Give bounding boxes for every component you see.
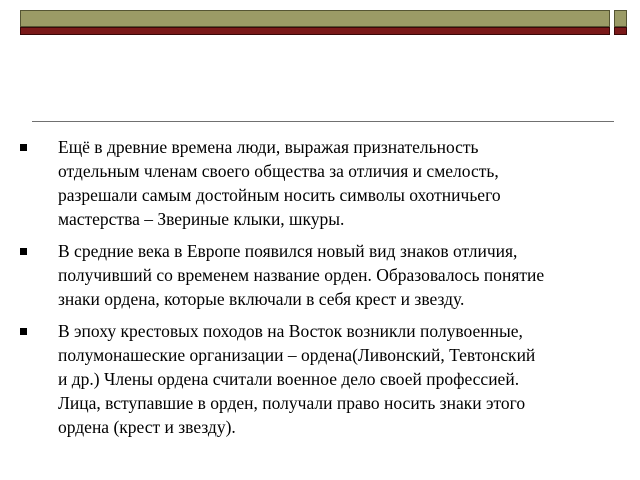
bullet-line: отдельным членам своего общества за отличия и смелость,: [58, 161, 499, 181]
header-olive-square: [614, 10, 627, 27]
bullet-item: [20, 319, 610, 439]
bullet-line: разрешали самым достойным носить символы охотничьего: [58, 185, 501, 205]
square-bullet-icon: [20, 248, 27, 255]
bullet-item: [20, 239, 610, 311]
bullet-list: [20, 135, 610, 439]
bullet-item: [20, 135, 610, 231]
bullet-line: знаки ордена, которые включали в себя крест и звезду.: [58, 289, 465, 309]
header-red-square: [614, 27, 627, 35]
header-olive-band: [20, 10, 610, 27]
bullet-line: полумонашеские организации – ордена(Ливонский, Тевтонский: [58, 345, 536, 365]
bullet-line: Лица, вступавшие в орден, получали право носить знаки этого: [58, 393, 526, 413]
bullet-line: В средние века в Европе появился новый вид знаков отличия,: [58, 241, 518, 261]
bullet-line: получивший со временем название орден. Образовалось понятие: [58, 265, 545, 285]
bullet-line: мастерства – Звериные клыки, шкуры.: [58, 209, 345, 229]
bullet-line: и др.) Члены ордена считали военное дело своей профессией.: [58, 369, 520, 389]
square-bullet-icon: [20, 328, 27, 335]
slide-body: [20, 135, 610, 447]
bullet-line: В эпоху крестовых походов на Восток возникли полувоенные,: [58, 321, 523, 341]
header-red-band: [20, 27, 610, 35]
square-bullet-icon: [20, 144, 27, 151]
bullet-line: ордена (крест и звезду).: [58, 417, 236, 437]
title-divider: [32, 121, 614, 122]
bullet-line: Ещё в древние времена люди, выражая признательность: [58, 137, 479, 157]
